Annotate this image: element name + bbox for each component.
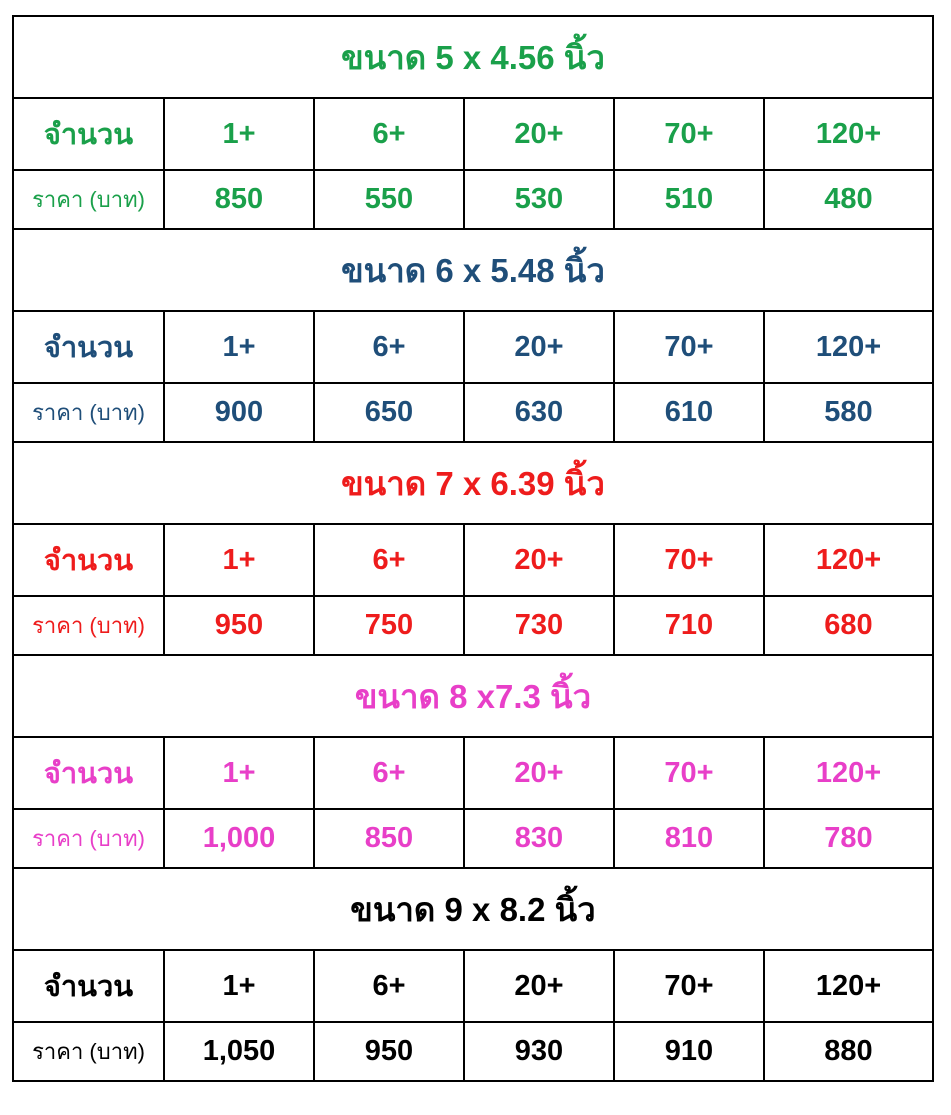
size-title: ขนาด 8 x7.3 นิ้ว <box>13 655 933 737</box>
price-tier-3: 930 <box>464 1022 614 1081</box>
quantity-tier-4: 70+ <box>614 98 764 170</box>
quantity-tier-3: 20+ <box>464 737 614 809</box>
price-tier-3: 530 <box>464 170 614 229</box>
size-section <box>13 16 933 229</box>
quantity-label: จำนวน <box>13 524 164 596</box>
quantity-tier-1: 1+ <box>164 311 314 383</box>
size-title: ขนาด 7 x 6.39 นิ้ว <box>13 442 933 524</box>
price-tier-4: 510 <box>614 170 764 229</box>
price-tier-3: 630 <box>464 383 614 442</box>
price-tier-5: 580 <box>764 383 933 442</box>
price-tier-1: 900 <box>164 383 314 442</box>
quantity-tier-1: 1+ <box>164 737 314 809</box>
quantity-tier-4: 70+ <box>614 311 764 383</box>
price-tier-1: 850 <box>164 170 314 229</box>
price-tier-2: 950 <box>314 1022 464 1081</box>
price-tier-4: 810 <box>614 809 764 868</box>
size-section <box>13 868 933 1081</box>
price-tier-4: 910 <box>614 1022 764 1081</box>
quantity-tier-2: 6+ <box>314 311 464 383</box>
quantity-tier-3: 20+ <box>464 98 614 170</box>
price-tier-2: 650 <box>314 383 464 442</box>
price-tier-2: 750 <box>314 596 464 655</box>
quantity-label: จำนวน <box>13 737 164 809</box>
quantity-label: จำนวน <box>13 950 164 1022</box>
size-section <box>13 229 933 442</box>
price-tier-4: 710 <box>614 596 764 655</box>
quantity-tier-5: 120+ <box>764 737 933 809</box>
quantity-tier-1: 1+ <box>164 98 314 170</box>
quantity-tier-3: 20+ <box>464 311 614 383</box>
size-title: ขนาด 9 x 8.2 นิ้ว <box>13 868 933 950</box>
quantity-tier-3: 20+ <box>464 524 614 596</box>
quantity-tier-1: 1+ <box>164 524 314 596</box>
size-section <box>13 655 933 868</box>
quantity-tier-2: 6+ <box>314 524 464 596</box>
price-tier-5: 680 <box>764 596 933 655</box>
size-title: ขนาด 5 x 4.56 นิ้ว <box>13 16 933 98</box>
quantity-tier-2: 6+ <box>314 98 464 170</box>
quantity-tier-5: 120+ <box>764 950 933 1022</box>
price-tier-5: 480 <box>764 170 933 229</box>
size-title: ขนาด 6 x 5.48 นิ้ว <box>13 229 933 311</box>
quantity-tier-5: 120+ <box>764 524 933 596</box>
size-section <box>13 442 933 655</box>
price-label: ราคา (บาท) <box>13 383 164 442</box>
quantity-tier-4: 70+ <box>614 737 764 809</box>
price-tier-1: 1,000 <box>164 809 314 868</box>
quantity-tier-1: 1+ <box>164 950 314 1022</box>
price-tier-1: 1,050 <box>164 1022 314 1081</box>
quantity-tier-4: 70+ <box>614 950 764 1022</box>
price-tier-2: 550 <box>314 170 464 229</box>
price-tier-5: 780 <box>764 809 933 868</box>
quantity-tier-5: 120+ <box>764 98 933 170</box>
quantity-label: จำนวน <box>13 311 164 383</box>
price-table <box>12 15 934 1082</box>
quantity-label: จำนวน <box>13 98 164 170</box>
price-tier-4: 610 <box>614 383 764 442</box>
price-tier-3: 830 <box>464 809 614 868</box>
price-label: ราคา (บาท) <box>13 170 164 229</box>
quantity-tier-3: 20+ <box>464 950 614 1022</box>
price-label: ราคา (บาท) <box>13 596 164 655</box>
quantity-tier-4: 70+ <box>614 524 764 596</box>
price-label: ราคา (บาท) <box>13 809 164 868</box>
quantity-tier-2: 6+ <box>314 737 464 809</box>
price-tier-5: 880 <box>764 1022 933 1081</box>
price-tier-2: 850 <box>314 809 464 868</box>
price-label: ราคา (บาท) <box>13 1022 164 1081</box>
quantity-tier-5: 120+ <box>764 311 933 383</box>
price-tier-3: 730 <box>464 596 614 655</box>
price-tier-1: 950 <box>164 596 314 655</box>
quantity-tier-2: 6+ <box>314 950 464 1022</box>
